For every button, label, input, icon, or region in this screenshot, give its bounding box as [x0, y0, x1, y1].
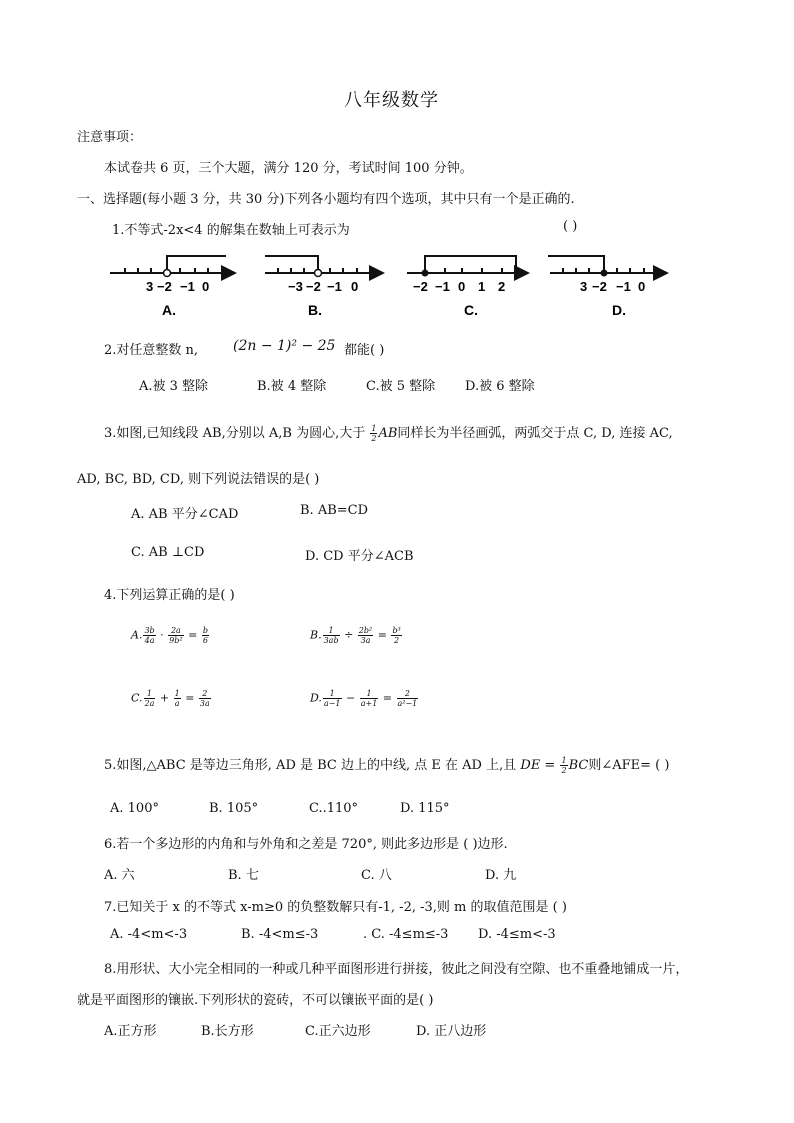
q5-option-c: C..110°: [309, 801, 359, 816]
page-title: 八年级数学: [344, 90, 439, 111]
q7-stem: 7.已知关于 x 的不等式 x-m≥0 的负整数解只有-1, -2, -3,则 m 的取值范围是 ( ): [104, 900, 567, 915]
q1-option-a-label: A.: [162, 302, 176, 318]
q2-option-c: C.被 5 整除: [366, 379, 436, 394]
q1-option-c-label: C.: [464, 302, 478, 318]
q1a-tick-label-2: −1: [180, 279, 195, 294]
q2-option-a: A.被 3 整除: [139, 379, 209, 394]
q5-stem-text: 5.如图,△ABC 是等边三角形, AD 是 BC 边上的中线, 点 E 在 AD 上,且: [104, 758, 517, 773]
q1a-tick-label-1: −2: [157, 279, 172, 294]
q1b-tick-label-1: −2: [306, 279, 321, 294]
q2-option-d: D.被 6 整除: [465, 379, 535, 394]
q1c-tick-label-2: 0: [458, 279, 466, 294]
q4-option-c: C. $\frac{1}{2a}$ + $\frac{1}{a}$ = $\frac{2}{3a}$: [131, 689, 210, 708]
q7-option-d: D. -4≤m<-3: [478, 927, 556, 942]
q1b-tick-label-0: −3: [288, 279, 303, 294]
q7-option-b: B. -4<m≤-3: [241, 927, 319, 942]
q7-option-a: A. -4<m<-3: [110, 927, 188, 942]
q1b-tick-label-3: 0: [351, 279, 359, 294]
q6-stem: 6.若一个多边形的内角和与外角和之差是 720°, 则此多边形是 ( )边形.: [104, 837, 508, 852]
q3-fraction: $\frac{1}{2}$: [371, 424, 377, 443]
q1-option-d-line: [548, 256, 667, 318]
q1-option-c-line: [407, 256, 528, 318]
q8-option-c: C.正六边形: [305, 1024, 371, 1039]
q2-expression: (2n − 1)² − 25: [233, 338, 336, 354]
q5-option-d: D. 115°: [400, 801, 450, 816]
q4-option-a: A. $\frac{3b}{4a}$ · $\frac{2a}{\text{9b²}}$ = $\frac{b}{6}$: [131, 626, 208, 645]
q3-stem-part-a: 3.如图,已知线段 AB,分别以 A,B 为圆心,大于: [104, 426, 366, 441]
notes-heading: 注意事项：: [77, 130, 143, 145]
q1c-tick-label-3: 1: [478, 279, 486, 294]
q4-stem: 4.下列运算正确的是( ): [104, 588, 235, 603]
q5-stem: [104, 754, 669, 775]
q5-option-b: B. 105°: [209, 801, 259, 816]
section-heading: 一、选择题(每小题 3 分，共 30 分)下列各小题均有四个选项，其中只有一个是正确的.: [77, 192, 575, 207]
q8-option-a: A.正方形: [104, 1024, 157, 1039]
q5-stem-tail: 则∠AFE= ( ): [588, 758, 670, 773]
q8-option-b: B.长方形: [201, 1024, 254, 1039]
q8-option-d: D. 正八边形: [416, 1024, 487, 1039]
q3-stem-line1: [104, 422, 673, 443]
q1d-tick-label-2: −1: [616, 279, 631, 294]
q4-option-b: B. $\frac{1}{3ab}$ ÷ $\frac{\text{2b²}}{3a}$ = $\frac{\text{b³}}{2}$: [310, 626, 401, 645]
q5-expr-lhs: DE =: [520, 758, 556, 773]
q1-number-lines: [100, 248, 680, 320]
q6-option-d: D. 九: [485, 868, 517, 883]
q8-stem-line1: 8.用形状、大小完全相同的一种或几种平面图形进行拼接，彼此之间没有空隙、也不重叠地铺成一片，: [104, 962, 689, 977]
q1-stem: 1.不等式-2x<4 的解集在数轴上可表示为: [112, 223, 350, 238]
q1a-tick-label-3: 0: [202, 279, 210, 294]
q6-option-a: A. 六: [104, 868, 135, 883]
q1-answer-paren: ( ): [563, 219, 578, 234]
q1-option-b-label: B.: [308, 302, 322, 318]
q1d-tick-label-0: 3: [580, 279, 588, 294]
q8-stem-line2: 就是平面图形的镶嵌.下列形状的瓷砖，不可以镶嵌平面的是( ): [77, 993, 434, 1008]
q1c-tick-label-0: −2: [413, 279, 428, 294]
q1c-tick-label-1: −1: [435, 279, 450, 294]
q4-option-d: D. $\frac{1}{a-1}$ − $\frac{1}{a+1}$ = $\frac{2}{\text{a²−1}}$: [310, 689, 418, 708]
q1d-tick-label-3: 0: [638, 279, 646, 294]
q5-fraction: $\frac{1}{2}$: [561, 756, 567, 775]
q1b-tick-label-2: −1: [327, 279, 342, 294]
q1c-tick-label-4: 2: [498, 279, 506, 294]
q2-stem: 2.对任意整数 n,: [104, 343, 199, 358]
q3-option-a: A. AB 平分∠CAD: [131, 507, 239, 522]
q3-stem-part-b: 同样长为半径画弧，两弧交于点 C, D, 连接 AC,: [397, 426, 673, 441]
q6-option-c: C. 八: [361, 868, 392, 883]
q1d-tick-label-1: −2: [592, 279, 607, 294]
q5-option-a: A. 100°: [110, 801, 159, 816]
q2-option-b: B.被 4 整除: [257, 379, 327, 394]
q7-option-c: . C. -4≤m≤-3: [363, 927, 449, 942]
q3-option-c: C. AB ⊥CD: [131, 545, 205, 560]
q1a-tick-label-0: 3: [146, 279, 154, 294]
q3-option-d: D. CD 平分∠ACB: [305, 549, 414, 564]
q6-option-b: B. 七: [228, 868, 259, 883]
q1-option-b-line: [265, 256, 383, 318]
q5-expr-tail: BC: [568, 758, 589, 773]
q3-option-b: B. AB=CD: [300, 503, 369, 518]
notes-text: 本试卷共 6 页，三个大题，满分 120 分，考试时间 100 分钟。: [104, 161, 473, 176]
q2-stem-tail: 都能( ): [344, 343, 385, 358]
q1-option-a-line: [110, 256, 235, 318]
q3-stem-line2: AD, BC, BD, CD, 则下列说法错误的是( ): [77, 472, 320, 487]
q3-frac-tail: AB: [378, 426, 398, 441]
q1-option-d-label: D.: [612, 302, 626, 318]
